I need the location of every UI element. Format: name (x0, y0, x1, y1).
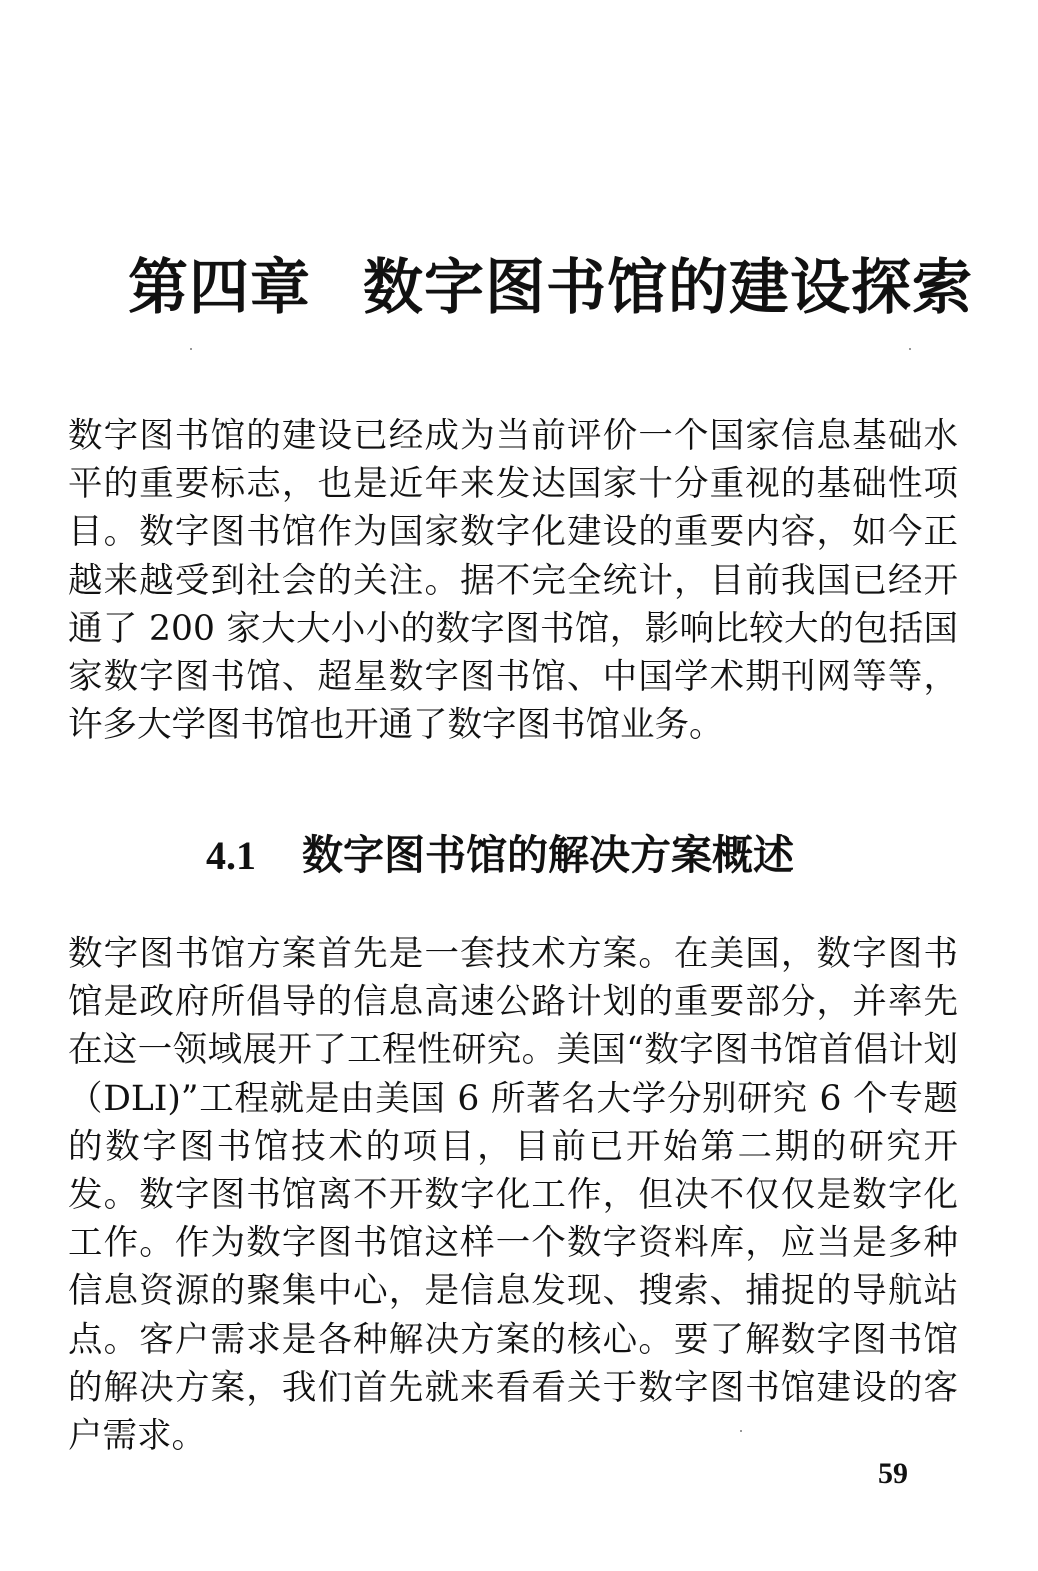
page-number: 59 (878, 1457, 908, 1490)
speck-mark (909, 348, 911, 350)
section-title: 数字图书馆的解决方案概述 (302, 831, 794, 879)
section-paragraph: 数字图书馆方案首先是一套技术方案。在美国，数字图书馆是政府所倡导的信息高速公路计划的重要部分，并率先在这一领域展开了工程性研究。美国“数字图书馆首倡计划（DLI)”工程就是由美国 6 所著名大学分别研究 6 个专题的数字图书馆技术的项目，目前已开始第二期的研究开发。数字图书馆离不开数字化工作，但决不仅仅是数字化工作。作为数字图书馆这样一个数字资料库，应当是多种信息资源的聚集中心，是信息发现、搜索、捕捉的导航站点。客户需求是各种解决方案的核心。要了解数字图书馆的解决方案，我们首先就来看看关于数字图书馆建设的客户需求。 (68, 934, 958, 1457)
section-heading (206, 828, 794, 883)
speck-mark (190, 348, 192, 350)
speck-mark (740, 1430, 742, 1432)
chapter-heading (128, 252, 973, 324)
chapter-label: 第四章 (128, 253, 311, 323)
section-number: 4.1 (206, 833, 256, 878)
intro-paragraph: 数字图书馆的建设已经成为当前评价一个国家信息基础水平的重要标志，也是近年来发达国家十分重视的基础性项目。数字图书馆作为国家数字化建设的重要内容，如今正越来越受到社会的关注。据不完全统计，目前我国已经开通了 200 家大大小小的数字图书馆，影响比较大的包括国家数字图书馆、超星数字图书馆、中国学术期刊网等等，许多大学图书馆也开通了数字图书馆业务。 (68, 416, 958, 746)
chapter-title: 数字图书馆的建设探索 (363, 253, 973, 323)
